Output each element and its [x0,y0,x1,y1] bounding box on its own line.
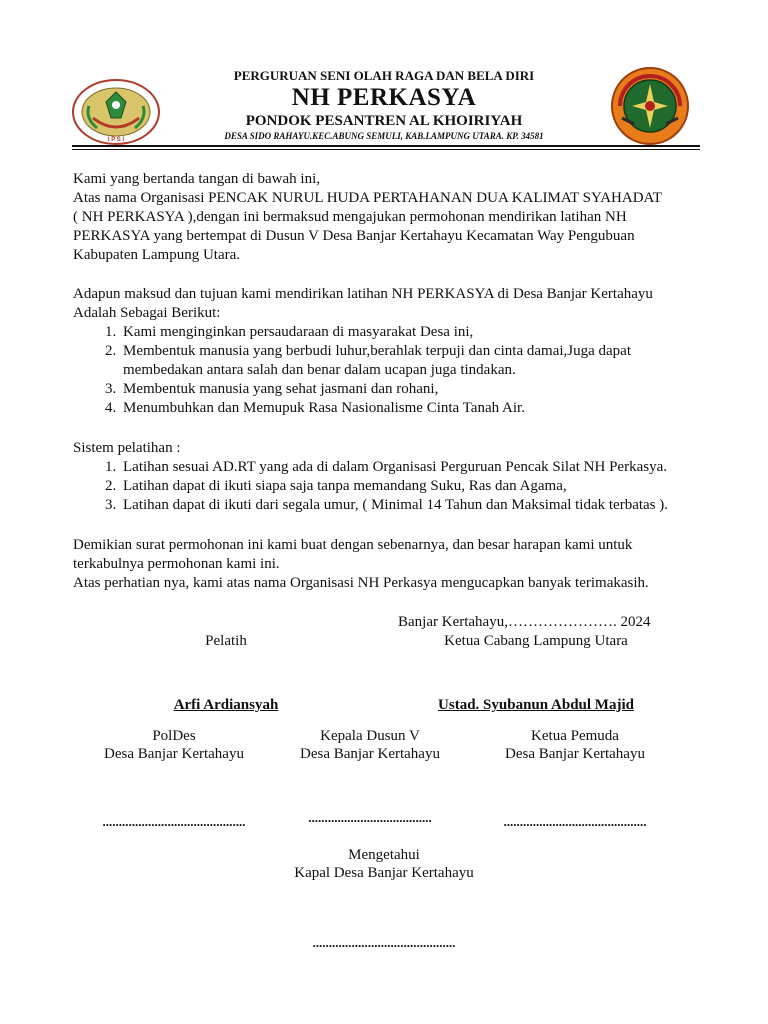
header-rule-thick [72,145,700,147]
right-signer-role: Ketua Cabang Lampung Utara [444,633,628,649]
system-section [73,439,703,515]
purpose-list [73,323,703,418]
place-date: Banjar Kertahayu,…………………. 2024 [398,614,651,630]
ketua-pemuda-place: Desa Banjar Kertahayu [505,746,645,762]
list-item: 4. Menumbuhkan dan Memupuk Rasa Nasionalisme Cinta Tanah Air. [120,399,703,418]
header-title: NH PERKASYA [291,84,477,111]
closing-line: terkabulnya permohonan kami ini. [73,556,280,572]
intro-line: PERKASYA yang bertempat di Dusun V Desa Banjar Kertahayu Kecamatan Way Pengubuan [73,228,635,244]
poldes-role: PolDes [152,728,196,744]
kepala-desa-role: Kapal Desa Banjar Kertahayu [294,865,474,881]
purpose-line: Adalah Sebagai Berikut: [73,305,221,321]
kepala-dusun-signature-line: ...................................... [308,810,432,825]
closing-paragraph [73,536,703,593]
intro-paragraph [73,189,703,265]
ketua-pemuda-signature-line: ............................................ [503,814,647,829]
ketua-pemuda-role: Ketua Pemuda [531,728,619,744]
left-signer-name: Arfi Ardiansyah [173,697,279,713]
list-item: 1. Latihan sesuai AD.RT yang ada di dalam Organisasi Perguruan Pencak Silat NH Perkasya. [120,458,703,477]
intro-line: ( NH PERKASYA ),dengan ini bermaksud mengajukan permohonan mendirikan latihan NH [73,209,627,225]
purpose-paragraph [73,285,703,418]
list-item: 3. Membentuk manusia yang sehat jasmani dan rohani, [120,380,703,399]
list-item: 1. Kami menginginkan persaudaraan di masyarakat Desa ini, [120,323,703,342]
list-item: 2. Latihan dapat di ikuti siapa saja tanpa memandang Suku, Ras dan Agama, [120,477,703,496]
closing-line: Atas perhatian nya, kami atas nama Organisasi NH Perkasya mengucapkan banyak terimakasih. [73,575,649,591]
greeting: Kami yang bertanda tangan di bawah ini, [73,171,321,187]
acknowledge-label: Mengetahui [348,847,420,863]
left-signer-role: Pelatih [205,633,247,649]
list-item: 2. Membentuk manusia yang berbudi luhur,berahlak terpuji dan cinta damai,Juga dapat membedakan antara salah dan benar dalam ucapan juga tindakan. [120,342,653,380]
ipsi-logo-abbr: I P S I [107,137,125,143]
intro-line: Kabupaten Lampung Utara. [73,247,241,263]
header-organization-type: PERGURUAN SENI OLAH RAGA DAN BELA DIRI [233,68,535,83]
kepala-desa-signature-line: ............................................ [312,935,456,950]
kepala-dusun-role: Kepala Dusun V [320,728,420,744]
poldes-place: Desa Banjar Kertahayu [104,746,244,762]
header-rule-thin [72,149,700,150]
kepala-dusun-place: Desa Banjar Kertahayu [300,746,440,762]
system-list [73,458,703,515]
closing-line: Demikian surat permohonan ini kami buat dengan sebenarnya, dan besar harapan kami untuk [73,537,633,553]
purpose-line: Adapun maksud dan tujuan kami mendirikan latihan NH PERKASYA di Desa Banjar Kertahayu [73,286,653,302]
intro-line: Atas nama Organisasi PENCAK NURUL HUDA PERTAHANAN DUA KALIMAT SYAHADAT [73,190,662,206]
list-item: 3. Latihan dapat di ikuti dari segala umur, ( Minimal 14 Tahun dan Maksimal tidak terbatas ). [120,496,703,515]
poldes-signature-line: ............................................ [102,814,246,829]
header-subtitle: PONDOK PESANTREN AL KHOIRIYAH [245,113,523,129]
system-heading: Sistem pelatihan : [73,440,181,456]
header-address: DESA SIDO RAHAYU.KEC.ABUNG SEMULI, KAB.LAMPUNG UTARA. KP. 34581 [224,131,544,141]
right-signer-name: Ustad. Syubanun Abdul Majid [438,697,634,713]
